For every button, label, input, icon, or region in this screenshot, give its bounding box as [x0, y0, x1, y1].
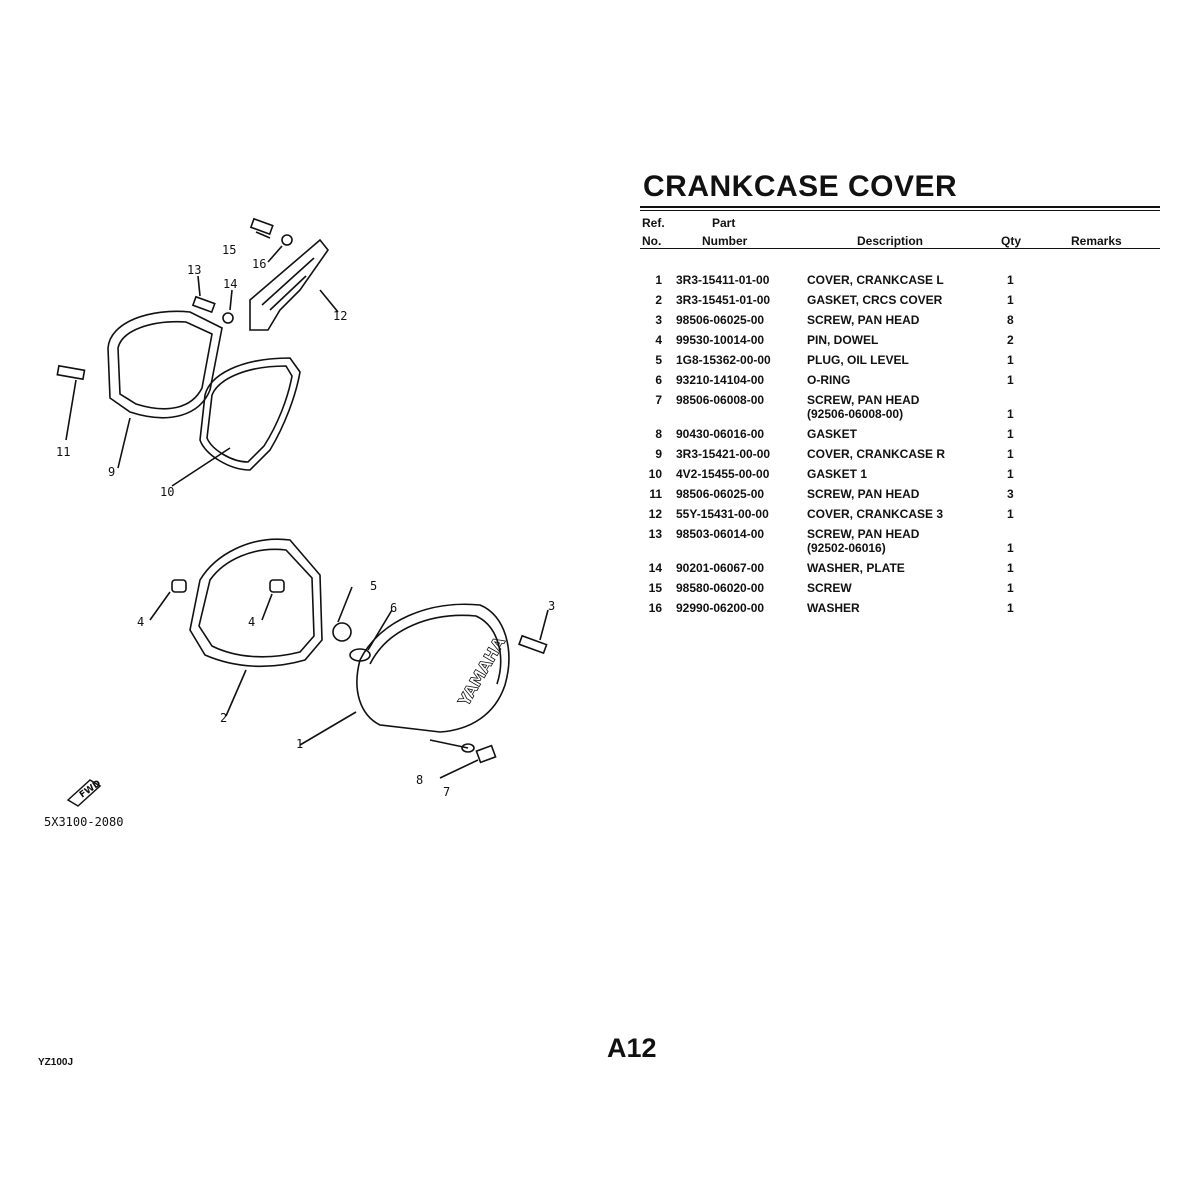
part-7-screw: [476, 746, 495, 763]
part-qty: 1: [1007, 373, 1014, 387]
ref-number: 8: [655, 427, 662, 441]
part-qty: 1: [1007, 447, 1014, 461]
part-number: 3R3-15421-00-00: [676, 447, 771, 461]
callout-3: 3: [548, 599, 556, 613]
part-number: 92990-06200-00: [676, 601, 765, 615]
ref-number: 15: [648, 581, 662, 595]
table-row: [640, 273, 1160, 289]
part-16-washer: [282, 235, 292, 245]
part-number: 98506-06025-00: [676, 487, 765, 501]
ref-number: 4: [655, 333, 662, 347]
part-description: SCREW, PAN HEAD: [807, 313, 920, 327]
title-rule-thin: [640, 210, 1160, 211]
header-ref-line2: No.: [642, 234, 662, 248]
part-description: COVER, CRANKCASE 3: [807, 507, 944, 521]
part-qty: 1: [1007, 273, 1014, 287]
callout-2: 2: [220, 711, 228, 725]
ref-number: 10: [648, 467, 662, 481]
callout-4a: 4: [137, 615, 145, 629]
part-14-washer-plate: [223, 313, 233, 323]
part-description: GASKET, CRCS COVER: [807, 293, 943, 307]
part-qty: 1: [1007, 507, 1014, 521]
ref-number: 13: [648, 527, 662, 541]
table-row: [640, 427, 1160, 443]
table-row: [640, 333, 1160, 349]
header-part-line1: Part: [712, 216, 736, 230]
part-description: SCREW, PAN HEAD: [807, 527, 920, 541]
header-rule: [640, 248, 1160, 249]
callout-8: 8: [416, 773, 424, 787]
part-description: SCREW, PAN HEAD: [807, 487, 920, 501]
ref-number: 7: [655, 393, 662, 407]
part-number: 98503-06014-00: [676, 527, 765, 541]
part-number: 55Y-15431-00-00: [676, 507, 769, 521]
header-part-line2: Number: [702, 234, 748, 248]
callout-6: 6: [390, 601, 398, 615]
callout-5: 5: [370, 579, 378, 593]
part-10-gasket: [200, 358, 300, 470]
ref-number: 6: [655, 373, 662, 387]
table-row: [640, 507, 1160, 523]
svg-text:FWD: FWD: [77, 778, 104, 801]
yamaha-logo: YAMAHA: [454, 633, 510, 710]
table-row: [640, 581, 1160, 597]
ref-number: 5: [655, 353, 662, 367]
callout-14: 14: [223, 277, 238, 291]
callout-16: 16: [252, 257, 267, 271]
part-qty: 1: [1007, 601, 1014, 615]
table-row: [640, 447, 1160, 463]
part-13-screw: [193, 297, 215, 312]
callout-4b: 4: [248, 615, 256, 629]
table-row: [640, 561, 1160, 577]
table-row: [640, 601, 1160, 617]
part-number: 4V2-15455-00-00: [676, 467, 770, 481]
table-row: [640, 527, 1160, 555]
table-row: [640, 467, 1160, 483]
part-number: 93210-14104-00: [676, 373, 765, 387]
part-number: 90201-06067-00: [676, 561, 765, 575]
part-number: 3R3-15451-01-00: [676, 293, 771, 307]
part-15-screw: [251, 219, 273, 234]
callout-12: 12: [333, 309, 348, 323]
callout-15: 15: [222, 243, 237, 257]
part-11-screw: [57, 366, 84, 379]
page-number: A12: [607, 1033, 657, 1063]
part-description: PIN, DOWEL: [807, 333, 879, 347]
ref-number: 3: [655, 313, 662, 327]
header-description: Description: [857, 234, 924, 248]
part-4-dowel-pin: [172, 580, 186, 592]
part-description: WASHER: [807, 601, 860, 615]
part-alt-number: (92502-06016): [807, 541, 886, 555]
callout-7: 7: [443, 785, 451, 799]
part-2-gasket-crcs-cover: [190, 539, 322, 666]
part-qty: 1: [1007, 581, 1014, 595]
title-rule: [640, 206, 1160, 208]
part-description: PLUG, OIL LEVEL: [807, 353, 909, 367]
ref-number: 1: [655, 273, 662, 287]
table-row: [640, 373, 1160, 389]
part-4-dowel-pin: [270, 580, 284, 592]
part-qty: 1: [1007, 293, 1014, 307]
part-description: SCREW: [807, 581, 852, 595]
part-number: 1G8-15362-00-00: [676, 353, 771, 367]
part-qty: 8: [1007, 313, 1014, 327]
ref-number: 16: [648, 601, 662, 615]
table-row: [640, 353, 1160, 369]
table-row: [640, 293, 1160, 309]
part-description: GASKET: [807, 427, 858, 441]
ref-number: 12: [648, 507, 662, 521]
part-description: WASHER, PLATE: [807, 561, 905, 575]
part-qty: 3: [1007, 487, 1014, 501]
callout-9: 9: [108, 465, 116, 479]
part-number: 3R3-15411-01-00: [676, 273, 770, 287]
part-5-plug-oil-level: [333, 623, 351, 641]
part-description: COVER, CRANKCASE L: [807, 273, 944, 287]
drawing-code: 5X3100-2080: [44, 815, 124, 829]
part-qty: 1: [1007, 467, 1014, 481]
ref-number: 9: [655, 447, 662, 461]
callout-11: 11: [56, 445, 71, 459]
part-description: O-RING: [807, 373, 851, 387]
part-description: GASKET 1: [807, 467, 868, 481]
part-description: COVER, CRANKCASE R: [807, 447, 946, 461]
part-alt-number: (92506-06008-00): [807, 407, 904, 421]
ref-number: 14: [648, 561, 662, 575]
exploded-parts-diagram: [0, 0, 620, 900]
ref-number: 11: [649, 487, 662, 501]
part-number: 98506-06025-00: [676, 313, 765, 327]
callout-13: 13: [187, 263, 202, 277]
header-qty: Qty: [1001, 234, 1022, 248]
fwd-marker: [68, 779, 103, 806]
part-qty: 1: [1007, 541, 1014, 555]
part-qty: 1: [1007, 427, 1014, 441]
table-row: [640, 313, 1160, 329]
part-12-cover-crankcase-3: [250, 240, 328, 330]
part-number: 98506-06008-00: [676, 393, 765, 407]
part-qty: 1: [1007, 407, 1014, 421]
page-title: CRANKCASE COVER: [643, 170, 958, 203]
model-code: YZ100J: [38, 1057, 74, 1068]
part-3-screw: [519, 636, 547, 653]
table-row: [640, 393, 1160, 421]
header-remarks: Remarks: [1071, 234, 1122, 248]
callout-1: 1: [296, 737, 304, 751]
part-number: 99530-10014-00: [676, 333, 765, 347]
table-row: [640, 487, 1160, 503]
part-qty: 1: [1007, 353, 1014, 367]
part-number: 98580-06020-00: [676, 581, 765, 595]
callout-10: 10: [160, 485, 175, 499]
header-ref-line1: Ref.: [642, 216, 665, 230]
part-qty: 1: [1007, 561, 1014, 575]
ref-number: 2: [655, 293, 662, 307]
part-description: SCREW, PAN HEAD: [807, 393, 920, 407]
part-qty: 2: [1007, 333, 1014, 347]
part-number: 90430-06016-00: [676, 427, 765, 441]
